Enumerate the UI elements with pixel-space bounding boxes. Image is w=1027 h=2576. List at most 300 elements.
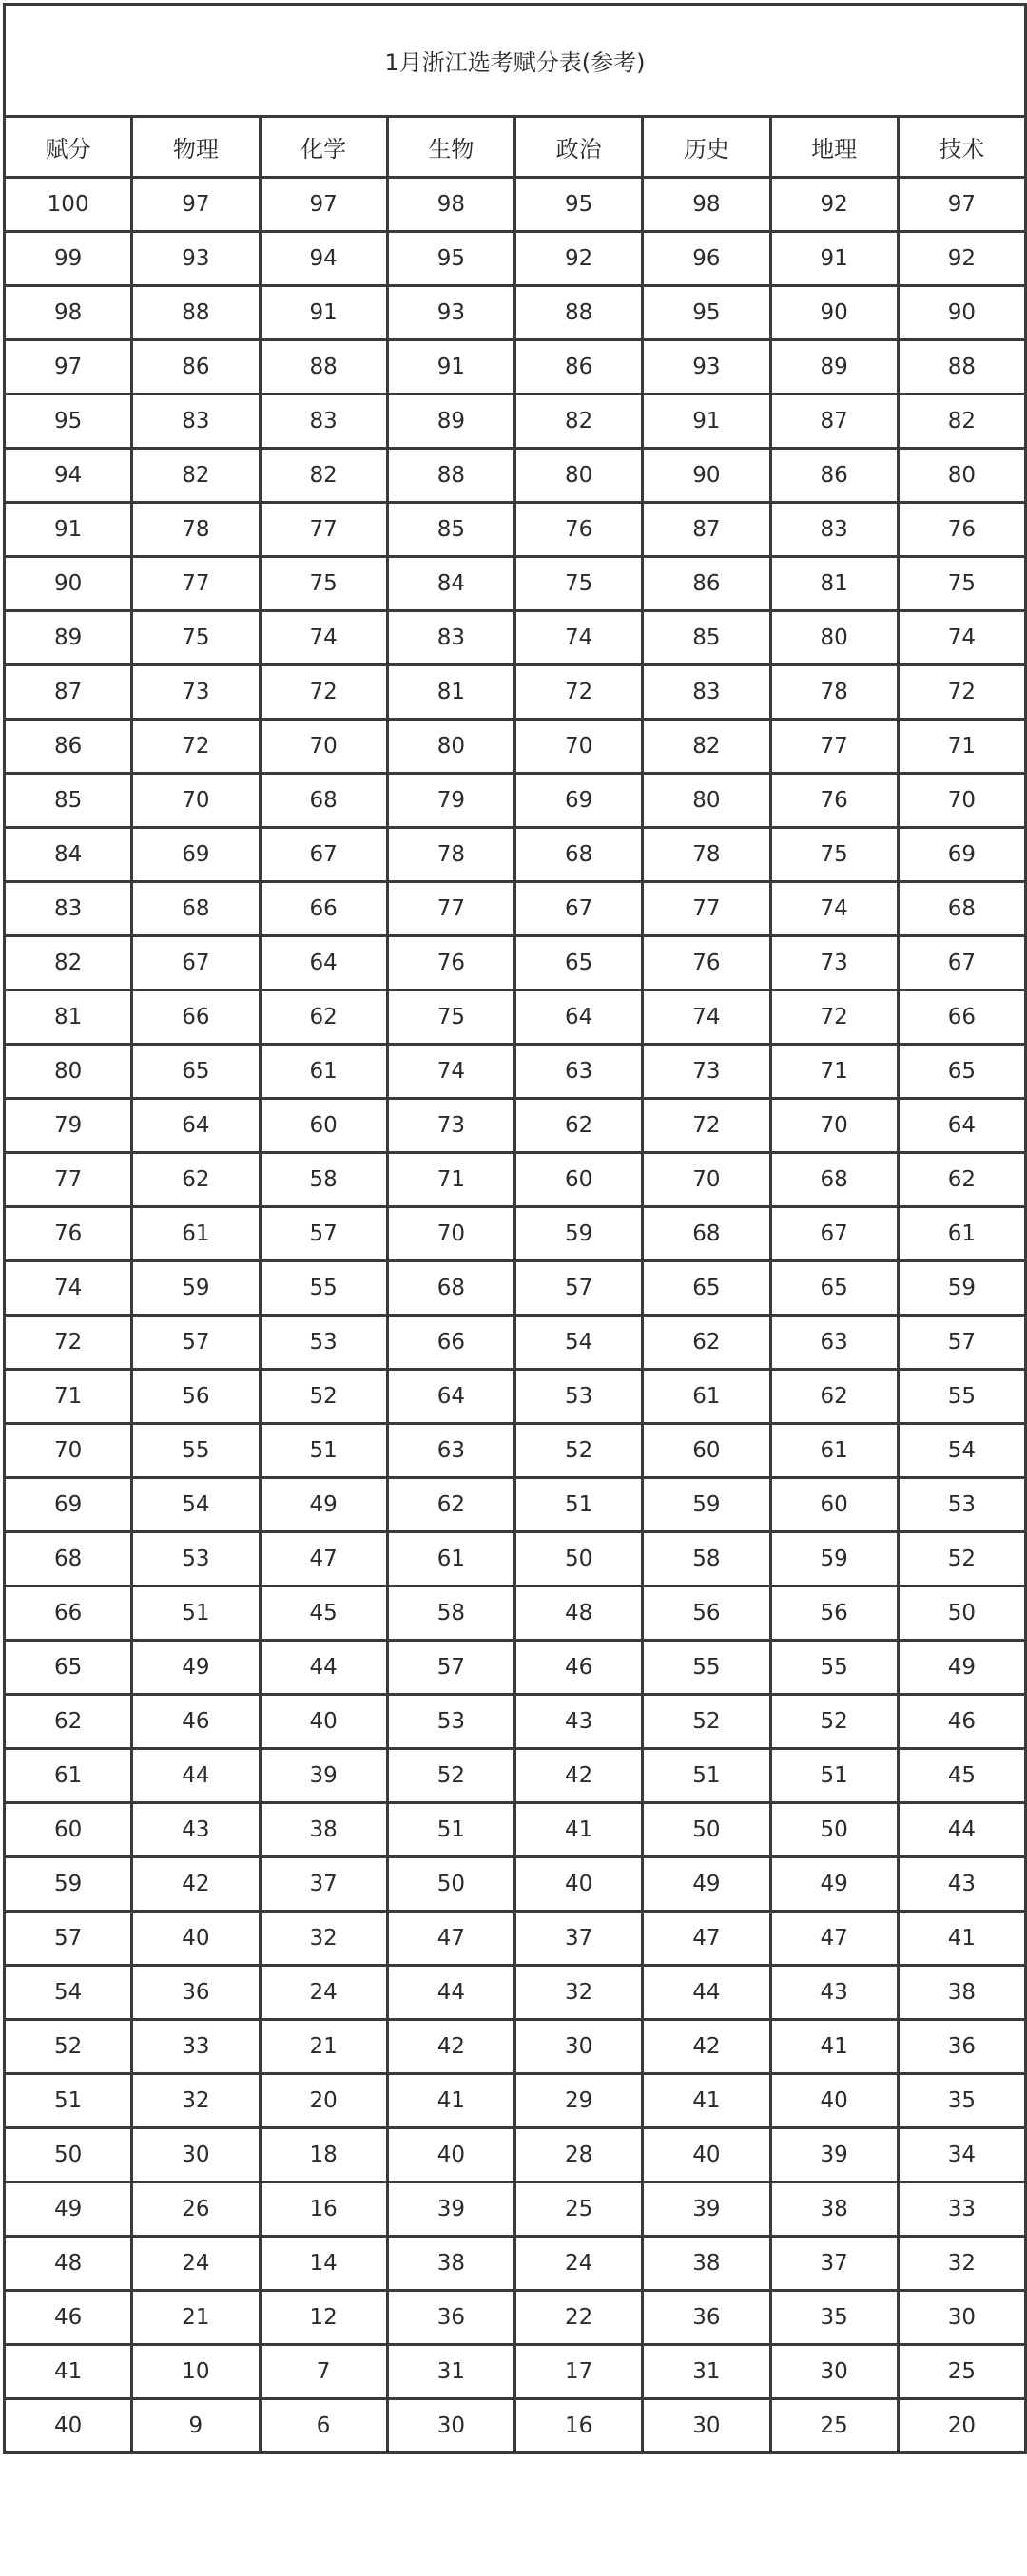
assigned-score-cell: 54 (5, 1966, 132, 2020)
raw-score-cell: 21 (132, 2291, 260, 2345)
table-row (5, 611, 1026, 665)
raw-score-cell: 62 (643, 1316, 770, 1370)
raw-score-cell: 40 (643, 2128, 770, 2182)
raw-score-cell: 51 (643, 1749, 770, 1803)
raw-score-cell: 86 (643, 557, 770, 611)
raw-score-cell: 72 (643, 1099, 770, 1153)
assigned-score-cell: 95 (5, 394, 132, 449)
raw-score-cell: 93 (643, 340, 770, 394)
raw-score-cell: 51 (387, 1803, 514, 1857)
column-header: 物理 (132, 117, 260, 178)
assigned-score-cell: 51 (5, 2074, 132, 2128)
raw-score-cell: 37 (260, 1857, 387, 1912)
raw-score-cell: 66 (260, 882, 387, 936)
raw-score-cell: 73 (770, 936, 898, 990)
raw-score-cell: 83 (387, 611, 514, 665)
raw-score-cell: 47 (387, 1912, 514, 1966)
assigned-score-cell: 85 (5, 774, 132, 828)
assigned-score-cell: 68 (5, 1532, 132, 1586)
raw-score-cell: 80 (387, 720, 514, 774)
raw-score-cell: 59 (132, 1261, 260, 1316)
raw-score-cell: 83 (260, 394, 387, 449)
raw-score-cell: 54 (515, 1316, 643, 1370)
raw-score-cell: 68 (898, 882, 1025, 936)
raw-score-cell: 38 (387, 2237, 514, 2291)
raw-score-cell: 84 (387, 557, 514, 611)
raw-score-cell: 80 (770, 611, 898, 665)
assigned-score-cell: 94 (5, 449, 132, 503)
table-row (5, 1045, 1026, 1099)
table-row (5, 394, 1026, 449)
raw-score-cell: 32 (898, 2237, 1025, 2291)
raw-score-cell: 42 (387, 2020, 514, 2074)
assigned-score-cell: 76 (5, 1207, 132, 1261)
raw-score-cell: 66 (898, 990, 1025, 1045)
raw-score-cell: 51 (132, 1586, 260, 1641)
raw-score-cell: 88 (898, 340, 1025, 394)
raw-score-cell: 94 (260, 232, 387, 286)
raw-score-cell: 32 (515, 1966, 643, 2020)
raw-score-cell: 28 (515, 2128, 643, 2182)
raw-score-cell: 73 (132, 665, 260, 720)
table-row (5, 990, 1026, 1045)
raw-score-cell: 53 (260, 1316, 387, 1370)
raw-score-cell: 64 (387, 1370, 514, 1424)
column-header: 地理 (770, 117, 898, 178)
raw-score-cell: 85 (643, 611, 770, 665)
raw-score-cell: 55 (643, 1641, 770, 1695)
raw-score-cell: 30 (132, 2128, 260, 2182)
table-row (5, 1857, 1026, 1912)
raw-score-cell: 64 (132, 1099, 260, 1153)
raw-score-cell: 62 (387, 1478, 514, 1532)
raw-score-cell: 18 (260, 2128, 387, 2182)
assigned-score-cell: 48 (5, 2237, 132, 2291)
raw-score-cell: 20 (260, 2074, 387, 2128)
raw-score-cell: 70 (643, 1153, 770, 1207)
raw-score-cell: 59 (515, 1207, 643, 1261)
raw-score-cell: 65 (643, 1261, 770, 1316)
raw-score-cell: 44 (387, 1966, 514, 2020)
raw-score-cell: 55 (132, 1424, 260, 1478)
raw-score-cell: 77 (770, 720, 898, 774)
raw-score-cell: 38 (770, 2182, 898, 2237)
assigned-score-cell: 100 (5, 178, 132, 232)
raw-score-cell: 80 (643, 774, 770, 828)
table-row (5, 232, 1026, 286)
assigned-score-cell: 99 (5, 232, 132, 286)
raw-score-cell: 39 (770, 2128, 898, 2182)
raw-score-cell: 74 (387, 1045, 514, 1099)
raw-score-cell: 45 (898, 1749, 1025, 1803)
assigned-score-cell: 70 (5, 1424, 132, 1478)
raw-score-cell: 60 (260, 1099, 387, 1153)
raw-score-cell: 33 (898, 2182, 1025, 2237)
raw-score-cell: 42 (643, 2020, 770, 2074)
raw-score-cell: 91 (770, 232, 898, 286)
raw-score-cell: 82 (643, 720, 770, 774)
raw-score-cell: 38 (643, 2237, 770, 2291)
raw-score-cell: 66 (132, 990, 260, 1045)
raw-score-cell: 41 (770, 2020, 898, 2074)
raw-score-cell: 53 (387, 1695, 514, 1749)
raw-score-cell: 69 (515, 774, 643, 828)
raw-score-cell: 57 (132, 1316, 260, 1370)
table-row (5, 1099, 1026, 1153)
raw-score-cell: 40 (132, 1912, 260, 1966)
raw-score-cell: 97 (898, 178, 1025, 232)
raw-score-cell: 75 (260, 557, 387, 611)
raw-score-cell: 31 (387, 2345, 514, 2399)
raw-score-cell: 39 (643, 2182, 770, 2237)
raw-score-cell: 55 (770, 1641, 898, 1695)
raw-score-cell: 46 (132, 1695, 260, 1749)
raw-score-cell: 25 (898, 2345, 1025, 2399)
raw-score-cell: 52 (898, 1532, 1025, 1586)
raw-score-cell: 69 (898, 828, 1025, 882)
raw-score-cell: 40 (260, 1695, 387, 1749)
raw-score-cell: 35 (770, 2291, 898, 2345)
raw-score-cell: 30 (898, 2291, 1025, 2345)
raw-score-cell: 67 (770, 1207, 898, 1261)
raw-score-cell: 51 (770, 1749, 898, 1803)
raw-score-cell: 46 (898, 1695, 1025, 1749)
title-row (5, 5, 1026, 117)
raw-score-cell: 62 (515, 1099, 643, 1153)
raw-score-cell: 68 (132, 882, 260, 936)
raw-score-cell: 61 (643, 1370, 770, 1424)
raw-score-cell: 83 (643, 665, 770, 720)
raw-score-cell: 41 (643, 2074, 770, 2128)
raw-score-cell: 82 (515, 394, 643, 449)
raw-score-cell: 70 (132, 774, 260, 828)
raw-score-cell: 67 (260, 828, 387, 882)
raw-score-cell: 81 (770, 557, 898, 611)
raw-score-cell: 57 (387, 1641, 514, 1695)
raw-score-cell: 57 (515, 1261, 643, 1316)
raw-score-cell: 76 (643, 936, 770, 990)
raw-score-cell: 81 (387, 665, 514, 720)
raw-score-cell: 43 (515, 1695, 643, 1749)
table-row (5, 340, 1026, 394)
assigned-score-cell: 57 (5, 1912, 132, 1966)
column-header: 政治 (515, 117, 643, 178)
raw-score-cell: 72 (260, 665, 387, 720)
table-row (5, 774, 1026, 828)
raw-score-cell: 68 (770, 1153, 898, 1207)
raw-score-cell: 61 (132, 1207, 260, 1261)
table-row (5, 1803, 1026, 1857)
raw-score-cell: 32 (132, 2074, 260, 2128)
raw-score-cell: 72 (898, 665, 1025, 720)
table-row (5, 1424, 1026, 1478)
assigned-score-cell: 65 (5, 1641, 132, 1695)
raw-score-cell: 47 (770, 1912, 898, 1966)
score-conversion-table (3, 3, 1027, 2454)
raw-score-cell: 44 (260, 1641, 387, 1695)
raw-score-cell: 36 (643, 2291, 770, 2345)
raw-score-cell: 74 (898, 611, 1025, 665)
raw-score-cell: 88 (387, 449, 514, 503)
raw-score-cell: 12 (260, 2291, 387, 2345)
raw-score-cell: 82 (898, 394, 1025, 449)
raw-score-cell: 31 (643, 2345, 770, 2399)
raw-score-cell: 36 (898, 2020, 1025, 2074)
raw-score-cell: 34 (898, 2128, 1025, 2182)
table-row (5, 557, 1026, 611)
raw-score-cell: 49 (643, 1857, 770, 1912)
raw-score-cell: 51 (515, 1478, 643, 1532)
raw-score-cell: 92 (515, 232, 643, 286)
raw-score-cell: 26 (132, 2182, 260, 2237)
raw-score-cell: 59 (770, 1532, 898, 1586)
raw-score-cell: 96 (643, 232, 770, 286)
raw-score-cell: 50 (643, 1803, 770, 1857)
raw-score-cell: 89 (387, 394, 514, 449)
raw-score-cell: 68 (515, 828, 643, 882)
raw-score-cell: 21 (260, 2020, 387, 2074)
raw-score-cell: 44 (898, 1803, 1025, 1857)
raw-score-cell: 53 (132, 1532, 260, 1586)
raw-score-cell: 40 (770, 2074, 898, 2128)
raw-score-cell: 9 (132, 2399, 260, 2453)
raw-score-cell: 77 (132, 557, 260, 611)
raw-score-cell: 68 (643, 1207, 770, 1261)
raw-score-cell: 33 (132, 2020, 260, 2074)
raw-score-cell: 29 (515, 2074, 643, 2128)
raw-score-cell: 59 (898, 1261, 1025, 1316)
raw-score-cell: 57 (260, 1207, 387, 1261)
raw-score-cell: 42 (132, 1857, 260, 1912)
raw-score-cell: 67 (132, 936, 260, 990)
raw-score-cell: 39 (387, 2182, 514, 2237)
raw-score-cell: 38 (260, 1803, 387, 1857)
table-row (5, 882, 1026, 936)
assigned-score-cell: 77 (5, 1153, 132, 1207)
raw-score-cell: 44 (132, 1749, 260, 1803)
raw-score-cell: 20 (898, 2399, 1025, 2453)
raw-score-cell: 70 (387, 1207, 514, 1261)
table-title: 1月浙江选考赋分表(参考) (5, 5, 1026, 117)
raw-score-cell: 62 (260, 990, 387, 1045)
table-row (5, 1532, 1026, 1586)
table-row (5, 1641, 1026, 1695)
table-row (5, 2074, 1026, 2128)
raw-score-cell: 36 (387, 2291, 514, 2345)
raw-score-cell: 37 (515, 1912, 643, 1966)
raw-score-cell: 72 (770, 990, 898, 1045)
table-row (5, 1478, 1026, 1532)
raw-score-cell: 93 (132, 232, 260, 286)
raw-score-cell: 30 (770, 2345, 898, 2399)
raw-score-cell: 16 (515, 2399, 643, 2453)
raw-score-cell: 17 (515, 2345, 643, 2399)
assigned-score-cell: 84 (5, 828, 132, 882)
assigned-score-cell: 83 (5, 882, 132, 936)
table-row (5, 2128, 1026, 2182)
assigned-score-cell: 59 (5, 1857, 132, 1912)
raw-score-cell: 14 (260, 2237, 387, 2291)
raw-score-cell: 73 (643, 1045, 770, 1099)
raw-score-cell: 88 (260, 340, 387, 394)
raw-score-cell: 62 (132, 1153, 260, 1207)
assigned-score-cell: 89 (5, 611, 132, 665)
raw-score-cell: 47 (643, 1912, 770, 1966)
raw-score-cell: 43 (898, 1857, 1025, 1912)
raw-score-cell: 56 (770, 1586, 898, 1641)
table-row (5, 1261, 1026, 1316)
raw-score-cell: 36 (132, 1966, 260, 2020)
raw-score-cell: 60 (770, 1478, 898, 1532)
assigned-score-cell: 61 (5, 1749, 132, 1803)
raw-score-cell: 74 (260, 611, 387, 665)
raw-score-cell: 64 (515, 990, 643, 1045)
raw-score-cell: 52 (387, 1749, 514, 1803)
raw-score-cell: 32 (260, 1912, 387, 1966)
table-row (5, 1207, 1026, 1261)
raw-score-cell: 85 (387, 503, 514, 557)
raw-score-cell: 79 (387, 774, 514, 828)
raw-score-cell: 50 (770, 1803, 898, 1857)
raw-score-cell: 25 (770, 2399, 898, 2453)
raw-score-cell: 48 (515, 1586, 643, 1641)
table-row (5, 1153, 1026, 1207)
raw-score-cell: 64 (260, 936, 387, 990)
raw-score-cell: 10 (132, 2345, 260, 2399)
raw-score-cell: 65 (132, 1045, 260, 1099)
assigned-score-cell: 46 (5, 2291, 132, 2345)
assigned-score-cell: 81 (5, 990, 132, 1045)
raw-score-cell: 49 (898, 1641, 1025, 1695)
raw-score-cell: 61 (898, 1207, 1025, 1261)
raw-score-cell: 78 (770, 665, 898, 720)
table-row (5, 2237, 1026, 2291)
assigned-score-cell: 71 (5, 1370, 132, 1424)
raw-score-cell: 16 (260, 2182, 387, 2237)
raw-score-cell: 43 (132, 1803, 260, 1857)
raw-score-cell: 61 (260, 1045, 387, 1099)
raw-score-cell: 95 (515, 178, 643, 232)
raw-score-cell: 47 (260, 1532, 387, 1586)
raw-score-cell: 52 (770, 1695, 898, 1749)
raw-score-cell: 53 (515, 1370, 643, 1424)
assigned-score-cell: 98 (5, 286, 132, 340)
raw-score-cell: 55 (260, 1261, 387, 1316)
raw-score-cell: 68 (260, 774, 387, 828)
raw-score-cell: 72 (515, 665, 643, 720)
table-row (5, 178, 1026, 232)
raw-score-cell: 49 (132, 1641, 260, 1695)
raw-score-cell: 80 (898, 449, 1025, 503)
raw-score-cell: 86 (770, 449, 898, 503)
raw-score-cell: 72 (132, 720, 260, 774)
raw-score-cell: 78 (132, 503, 260, 557)
raw-score-cell: 74 (770, 882, 898, 936)
raw-score-cell: 76 (515, 503, 643, 557)
raw-score-cell: 7 (260, 2345, 387, 2399)
assigned-score-cell: 79 (5, 1099, 132, 1153)
raw-score-cell: 63 (387, 1424, 514, 1478)
table-row (5, 449, 1026, 503)
raw-score-cell: 76 (898, 503, 1025, 557)
raw-score-cell: 74 (515, 611, 643, 665)
table-row (5, 720, 1026, 774)
raw-score-cell: 82 (132, 449, 260, 503)
raw-score-cell: 97 (132, 178, 260, 232)
column-header: 赋分 (5, 117, 132, 178)
raw-score-cell: 70 (898, 774, 1025, 828)
column-header: 技术 (898, 117, 1025, 178)
table-row (5, 2345, 1026, 2399)
raw-score-cell: 92 (898, 232, 1025, 286)
raw-score-cell: 86 (515, 340, 643, 394)
raw-score-cell: 60 (515, 1153, 643, 1207)
assigned-score-cell: 90 (5, 557, 132, 611)
raw-score-cell: 91 (260, 286, 387, 340)
assigned-score-cell: 86 (5, 720, 132, 774)
raw-score-cell: 22 (515, 2291, 643, 2345)
raw-score-cell: 50 (898, 1586, 1025, 1641)
raw-score-cell: 58 (387, 1586, 514, 1641)
raw-score-cell: 90 (898, 286, 1025, 340)
raw-score-cell: 30 (643, 2399, 770, 2453)
raw-score-cell: 30 (387, 2399, 514, 2453)
table-row (5, 1586, 1026, 1641)
column-header: 历史 (643, 117, 770, 178)
table-row (5, 1749, 1026, 1803)
raw-score-cell: 87 (770, 394, 898, 449)
raw-score-cell: 75 (515, 557, 643, 611)
raw-score-cell: 71 (770, 1045, 898, 1099)
assigned-score-cell: 41 (5, 2345, 132, 2399)
raw-score-cell: 69 (132, 828, 260, 882)
raw-score-cell: 90 (770, 286, 898, 340)
raw-score-cell: 77 (260, 503, 387, 557)
table-row (5, 286, 1026, 340)
raw-score-cell: 88 (132, 286, 260, 340)
raw-score-cell: 46 (515, 1641, 643, 1695)
raw-score-cell: 25 (515, 2182, 643, 2237)
column-header: 生物 (387, 117, 514, 178)
raw-score-cell: 60 (643, 1424, 770, 1478)
column-header: 化学 (260, 117, 387, 178)
raw-score-cell: 83 (132, 394, 260, 449)
raw-score-cell: 50 (515, 1532, 643, 1586)
raw-score-cell: 62 (770, 1370, 898, 1424)
raw-score-cell: 53 (898, 1478, 1025, 1532)
table-row (5, 2291, 1026, 2345)
raw-score-cell: 91 (643, 394, 770, 449)
table-body (5, 178, 1026, 2453)
raw-score-cell: 67 (515, 882, 643, 936)
table-row (5, 2020, 1026, 2074)
header-row (5, 117, 1026, 178)
raw-score-cell: 77 (387, 882, 514, 936)
raw-score-cell: 61 (770, 1424, 898, 1478)
table-row (5, 828, 1026, 882)
raw-score-cell: 91 (387, 340, 514, 394)
assigned-score-cell: 87 (5, 665, 132, 720)
table-row (5, 1695, 1026, 1749)
assigned-score-cell: 91 (5, 503, 132, 557)
raw-score-cell: 67 (898, 936, 1025, 990)
raw-score-cell: 76 (770, 774, 898, 828)
raw-score-cell: 39 (260, 1749, 387, 1803)
assigned-score-cell: 40 (5, 2399, 132, 2453)
raw-score-cell: 93 (387, 286, 514, 340)
raw-score-cell: 86 (132, 340, 260, 394)
raw-score-cell: 62 (898, 1153, 1025, 1207)
